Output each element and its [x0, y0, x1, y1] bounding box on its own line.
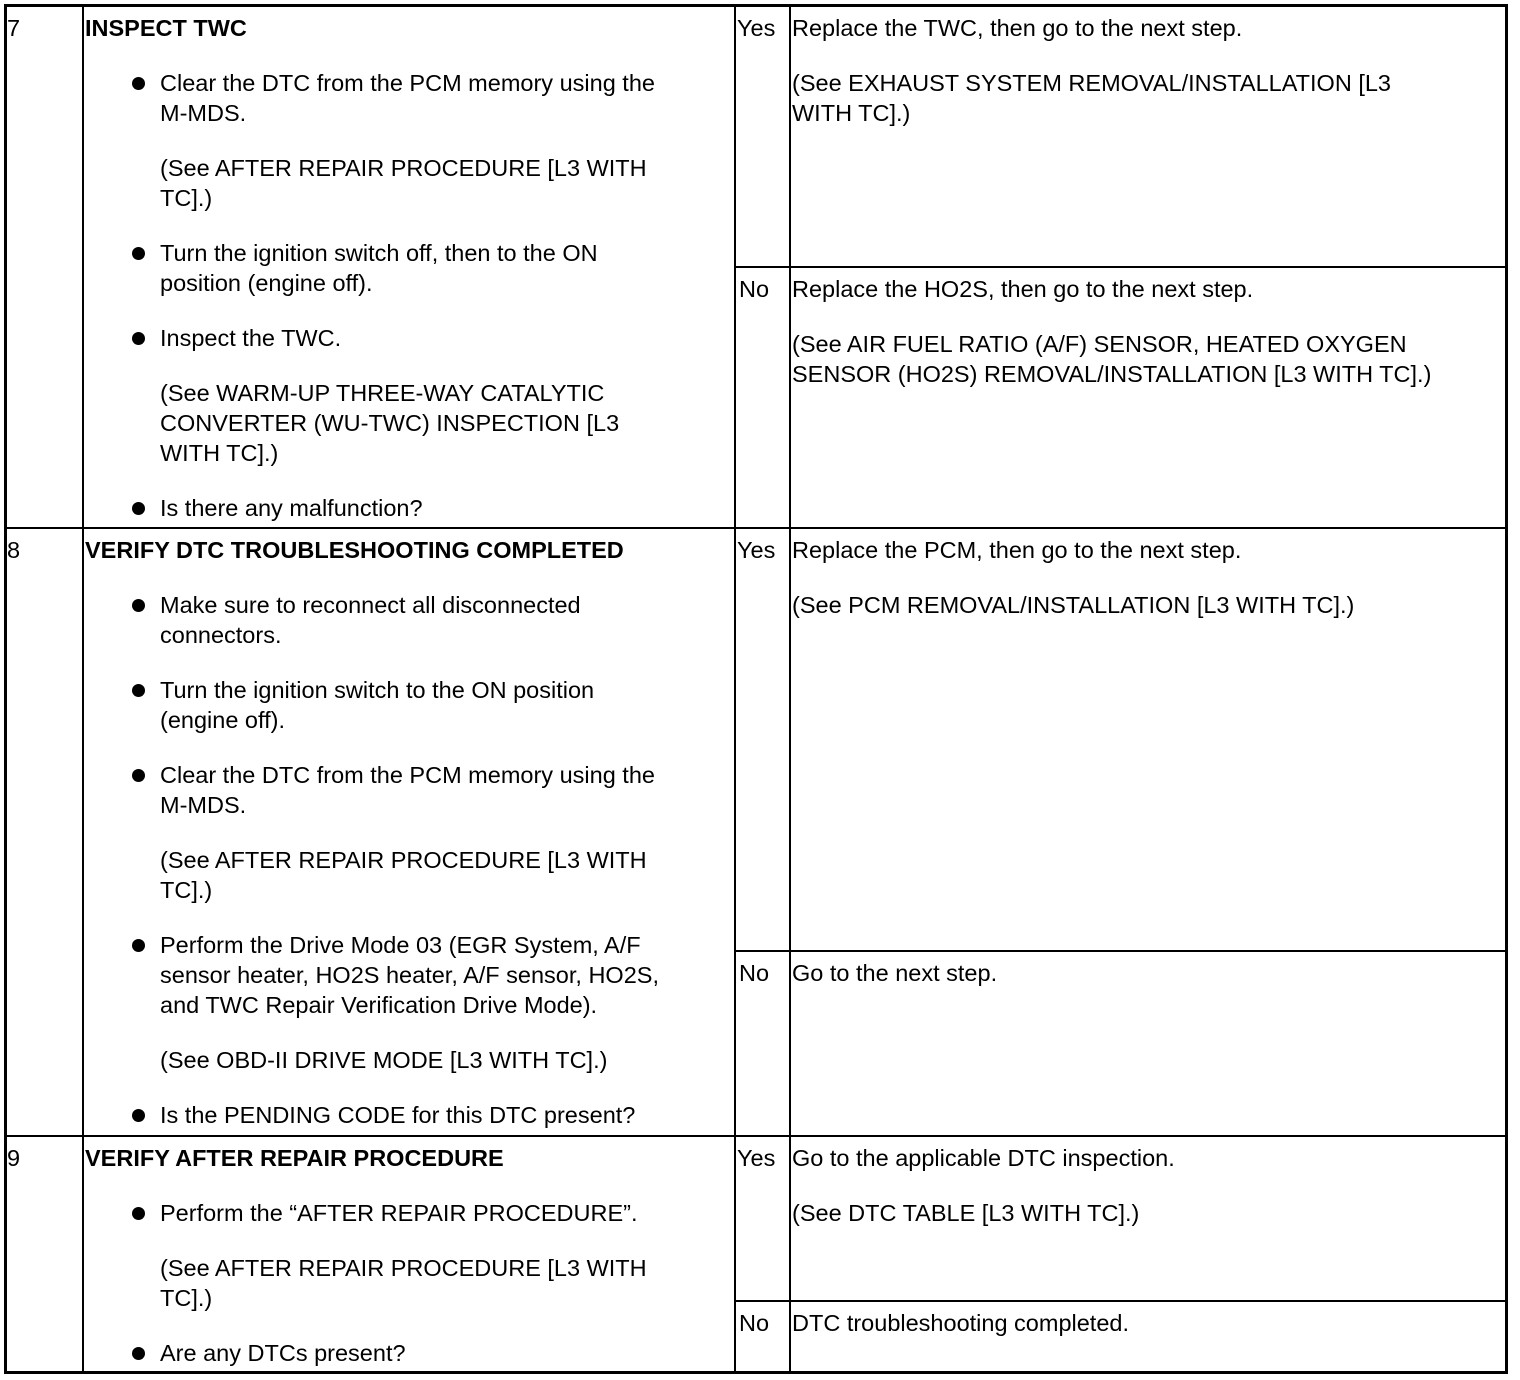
no-action: Go to the next step.	[792, 960, 998, 986]
instruction-text: Is the PENDING CODE for this DTC present?	[160, 1102, 636, 1128]
yes-reference: (See PCM REMOVAL/INSTALLATION [L3 WITH TC].)	[792, 592, 1355, 618]
step-number: 7	[7, 15, 21, 41]
yes-label: Yes	[737, 1145, 776, 1171]
step-number: 9	[7, 1145, 21, 1171]
no-label: No	[739, 276, 770, 302]
instruction-reference: (See AFTER REPAIR PROCEDURE [L3 WITH TC].)	[160, 1255, 647, 1311]
instruction-text: Turn the ignition switch off, then to the ON position (engine off).	[160, 240, 598, 296]
bullet-icon	[132, 1347, 145, 1360]
step-title: VERIFY AFTER REPAIR PROCEDURE	[85, 1145, 504, 1171]
instruction-text: Make sure to reconnect all disconnected connectors.	[160, 592, 581, 648]
column-divider	[734, 7, 736, 1371]
bullet-icon	[132, 1207, 145, 1220]
instruction-text: Clear the DTC from the PCM memory using the M-MDS.	[160, 70, 655, 126]
row-divider	[7, 1135, 1505, 1137]
yes-label: Yes	[737, 537, 776, 563]
instruction-text: Clear the DTC from the PCM memory using the M-MDS.	[160, 762, 655, 818]
instruction-reference: (See OBD-II DRIVE MODE [L3 WITH TC].)	[160, 1047, 608, 1073]
yes-no-divider	[734, 950, 1505, 952]
column-divider	[789, 7, 791, 1371]
step-title: VERIFY DTC TROUBLESHOOTING COMPLETED	[85, 537, 624, 563]
instruction-reference: (See WARM-UP THREE-WAY CATALYTIC CONVERTER (WU-TWC) INSPECTION [L3 WITH TC].)	[160, 380, 620, 466]
instruction-text: Perform the Drive Mode 03 (EGR System, A/F sensor heater, HO2S heater, A/F sensor, HO2S, and TWC Repair Verification Drive Mode).	[160, 932, 659, 1018]
instruction-reference: (See AFTER REPAIR PROCEDURE [L3 WITH TC].)	[160, 155, 647, 211]
instruction-text: Turn the ignition switch to the ON position (engine off).	[160, 677, 595, 733]
yes-reference: (See EXHAUST SYSTEM REMOVAL/INSTALLATION [L3 WITH TC].)	[792, 70, 1391, 126]
bullet-icon	[132, 599, 145, 612]
bullet-icon	[132, 332, 145, 345]
no-reference: (See AIR FUEL RATIO (A/F) SENSOR, HEATED OXYGEN SENSOR (HO2S) REMOVAL/INSTALLATION [L3 WITH TC].)	[792, 331, 1432, 387]
bullet-icon	[132, 1109, 145, 1122]
instruction-reference: (See AFTER REPAIR PROCEDURE [L3 WITH TC].)	[160, 847, 647, 903]
instruction-text: Is there any malfunction?	[160, 495, 423, 521]
bullet-icon	[132, 684, 145, 697]
instruction-text: Inspect the TWC.	[160, 325, 342, 351]
yes-no-divider	[734, 1300, 1505, 1302]
bullet-icon	[132, 77, 145, 90]
column-divider	[82, 7, 84, 1371]
no-action: DTC troubleshooting completed.	[792, 1310, 1130, 1336]
yes-action: Replace the TWC, then go to the next step.	[792, 15, 1243, 41]
yes-label: Yes	[737, 15, 776, 41]
step-number: 8	[7, 537, 21, 563]
bullet-icon	[132, 502, 145, 515]
yes-reference: (See DTC TABLE [L3 WITH TC].)	[792, 1200, 1140, 1226]
row-divider	[7, 527, 1505, 529]
bullet-icon	[132, 247, 145, 260]
no-label: No	[739, 1310, 770, 1336]
instruction-text: Perform the “AFTER REPAIR PROCEDURE”.	[160, 1200, 638, 1226]
yes-no-divider	[734, 266, 1505, 268]
no-label: No	[739, 960, 770, 986]
no-action: Replace the HO2S, then go to the next step.	[792, 276, 1254, 302]
yes-action: Go to the applicable DTC inspection.	[792, 1145, 1175, 1171]
bullet-icon	[132, 769, 145, 782]
bullet-icon	[132, 939, 145, 952]
instruction-text: Are any DTCs present?	[160, 1340, 406, 1366]
step-title: INSPECT TWC	[85, 15, 247, 41]
yes-action: Replace the PCM, then go to the next step.	[792, 537, 1242, 563]
